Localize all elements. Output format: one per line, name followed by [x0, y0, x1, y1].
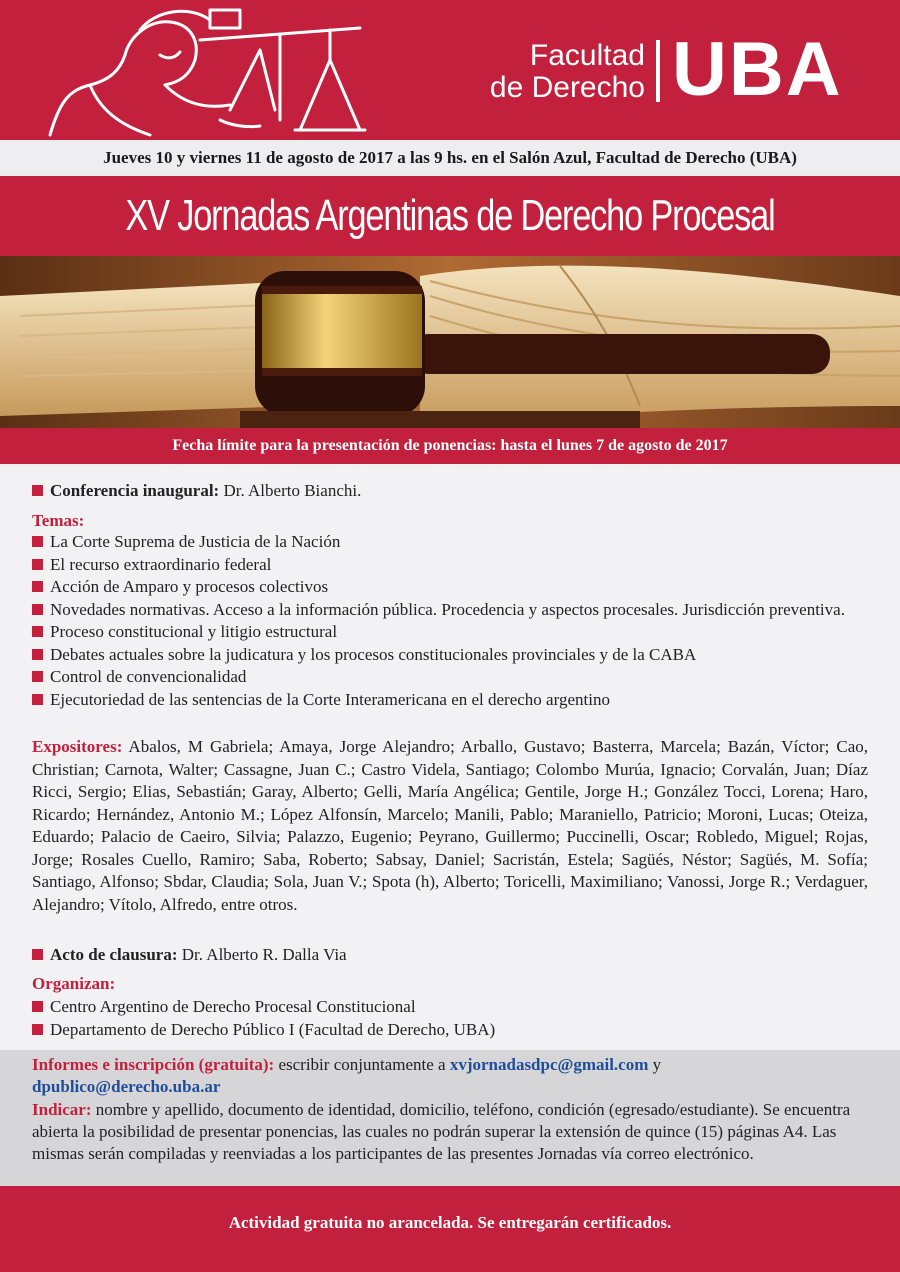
bullet-square-icon — [32, 649, 43, 660]
facultad-label — [455, 40, 645, 104]
submission-deadline: Fecha límite para la presentación de ponencias: hasta el lunes 7 de agosto de 2017 — [0, 428, 900, 464]
bullet-square-icon — [32, 1024, 43, 1035]
indicar-text: nombre y apellido, documento de identidad, domicilio, teléfono, condición (egresado/estudiante). Se encuentra abierta la posibilidad de presentar ponencias, las cuales no podrán superar la extensión de quince (15) páginas A4. Las mismas serán compiladas y reenviadas a los participantes de las presentes Jornadas vía correo electrónico. — [32, 1099, 851, 1164]
email-link-jornadas[interactable]: xvjornadasdpc@gmail.com — [449, 1055, 649, 1074]
organizan-heading: Organizan: — [32, 974, 116, 993]
expositores-text: Abalos, M Gabriela; Amaya, Jorge Alejandro; Arballo, Gustavo; Basterra, Marcela; Bazán, Víctor; Cao, Christian; Carnota, Walter; Cassagne, Juan C.; Castro Videla, Santiago; Colombo Murúa, Ignacio; Corvalán, Juan; Díaz Ricci, Sergio; Elias, Sebastián; Garay, Alberto; Gelli, María Angélica; Gentile, Jorge H.; González Tocci, Lorena; Haro, Ricardo; Hernández, Antonio M.; López Alfonsín, Marcelo; Manili, Pablo; Maraniello, Patricio; Moroni, Lucas; Oteiza, Eduardo; Palacio de Caeiro, Silvia; Palazzo, Eugenio; Peyrano, Guillermo; Puccinelli, Oscar; Robledo, Miguel; Rojas, Jorge; Rosales Cuello, Ramiro; Saba, Roberto; Sabsay, Daniel; Sacristán, Estela; Sagüés, Néstor; Sagüés, M. Sofía; Santiago, Alfonso; Sbdar, Claudia; Sola, Juan V.; Spota (h), Alberto; Toricelli, Maximiliano; Vanossi, Jorge R.; Verdaguer, Alejandro; Vítolo, Alfredo, entre otros. — [32, 737, 868, 914]
facultad-line2: de Derecho — [489, 71, 645, 104]
justice-statue-logo — [30, 0, 400, 140]
gavel-book-image — [0, 256, 900, 430]
organizan-list — [32, 996, 868, 1041]
informes-text: escribir conjuntamente a — [278, 1055, 446, 1074]
list-item: Centro Argentino de Derecho Procesal Constitucional — [32, 996, 868, 1019]
header-banner — [0, 0, 900, 140]
conferencia-label: Conferencia inaugural: — [50, 481, 220, 500]
informes-connector: y — [652, 1055, 662, 1074]
indicar-label: Indicar: — [32, 1099, 92, 1119]
info-panel — [0, 1050, 900, 1186]
bullet-square-icon — [32, 485, 43, 496]
clausura-row — [32, 944, 868, 967]
uba-logo-text: UBA — [672, 27, 843, 112]
list-item: Novedades normativas. Acceso a la información pública. Procedencia y aspectos procesales. Jurisdicción preventiva. — [32, 599, 868, 622]
header-divider — [656, 40, 660, 102]
list-item: Ejecutoriedad de las sentencias de la Corte Interamericana en el derecho argentino — [32, 689, 868, 712]
list-item: El recurso extraordinario federal — [32, 554, 868, 577]
informes-label: Informes e inscripción (gratuita): — [32, 1055, 275, 1074]
clausura-value: Dr. Alberto R. Dalla Via — [181, 945, 347, 964]
facultad-line1: Facultad — [529, 39, 645, 72]
event-date-line: Jueves 10 y viernes 11 de agosto de 2017 a las 9 hs. en el Salón Azul, Facultad de Derecho (UBA) — [0, 140, 900, 176]
email-link-dpublico[interactable]: dpublico@derecho.uba.ar — [32, 1077, 221, 1097]
bullet-square-icon — [32, 626, 43, 637]
list-item: Departamento de Derecho Público I (Facultad de Derecho, UBA) — [32, 1019, 868, 1042]
bullet-square-icon — [32, 949, 43, 960]
conferencia-row — [32, 480, 868, 503]
content-panel — [0, 464, 900, 1052]
informes-block — [32, 1054, 882, 1165]
list-item: Debates actuales sobre la judicatura y los procesos constitucionales provinciales y de la CABA — [32, 644, 868, 667]
bullet-square-icon — [32, 694, 43, 705]
bullet-square-icon — [32, 671, 43, 682]
title-bar — [0, 176, 900, 256]
clausura-label: Acto de clausura: — [50, 945, 178, 964]
temas-list — [32, 531, 868, 711]
footer-banner: Actividad gratuita no arancelada. Se entregarán certificados. — [0, 1186, 900, 1272]
event-title: XV Jornadas Argentinas de Derecho Procesal — [125, 191, 775, 240]
expositores-label: Expositores: — [32, 737, 123, 756]
bullet-square-icon — [32, 1001, 43, 1012]
list-item: Proceso constitucional y litigio estructural — [32, 621, 868, 644]
bullet-square-icon — [32, 559, 43, 570]
conferencia-value: Dr. Alberto Bianchi. — [223, 481, 362, 500]
temas-heading: Temas: — [32, 511, 85, 530]
list-item: Acción de Amparo y procesos colectivos — [32, 576, 868, 599]
expositores-block — [32, 736, 868, 916]
bullet-square-icon — [32, 536, 43, 547]
bullet-square-icon — [32, 604, 43, 615]
bullet-square-icon — [32, 581, 43, 592]
list-item: Control de convencionalidad — [32, 666, 868, 689]
list-item: La Corte Suprema de Justicia de la Nación — [32, 531, 868, 554]
